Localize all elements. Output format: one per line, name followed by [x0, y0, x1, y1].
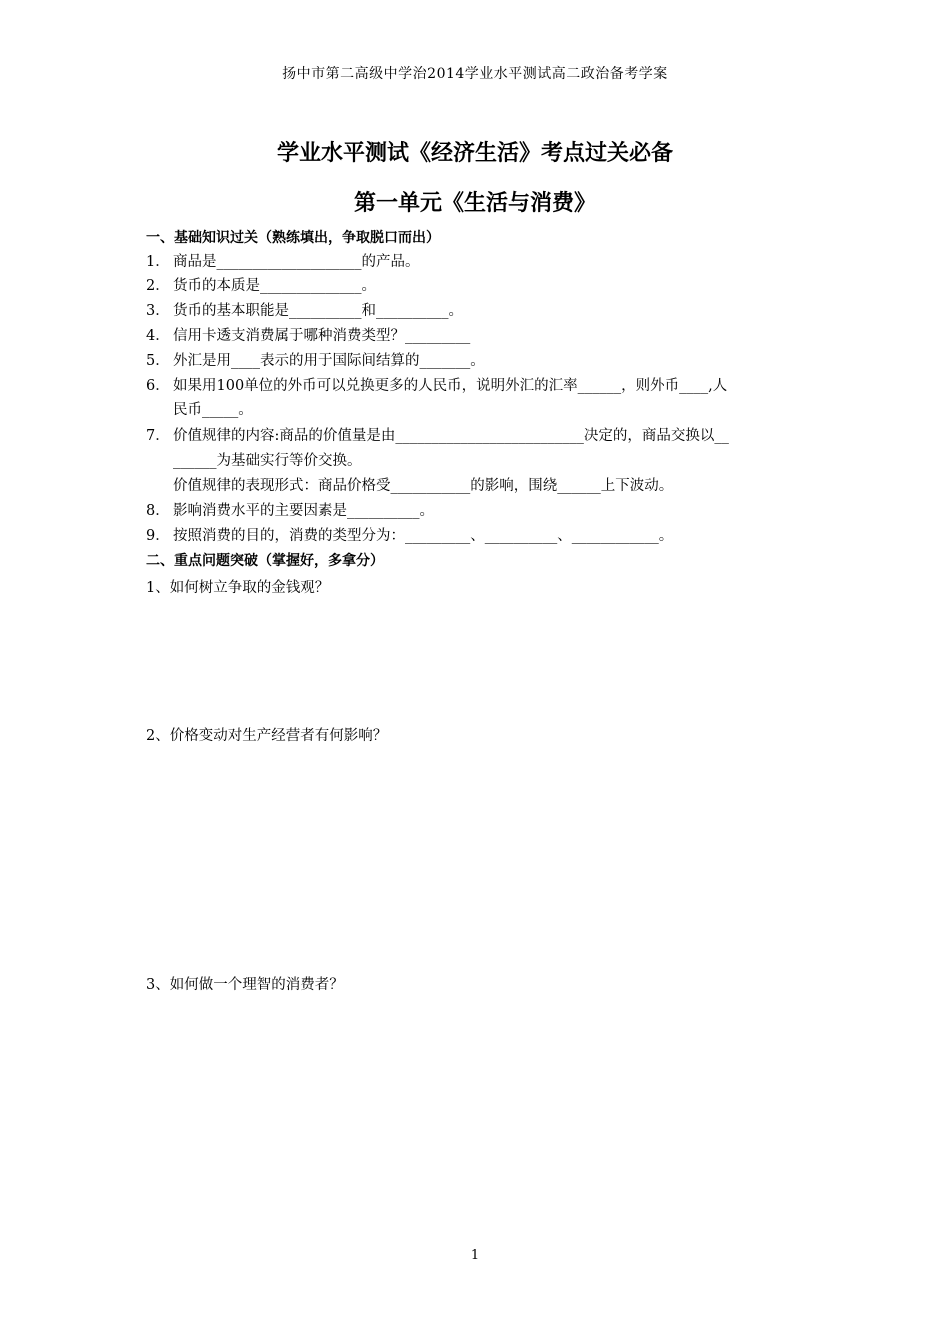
page-header: 扬中市第二高级中学治2014学业水平测试高二政治备考学案: [282, 66, 668, 82]
question-1: 1、如何树立争取的金钱观？: [146, 580, 330, 596]
list-item: [146, 424, 729, 448]
item-number: 6．: [146, 378, 170, 394]
unit-title: 第一单元《生活与消费》: [353, 191, 596, 216]
question-2: 2、价格变动对生产经营者有何影响？: [146, 728, 388, 744]
item-text: 商品是____________________的产品。: [173, 254, 420, 270]
list-item: [146, 324, 470, 348]
item-text: 价值规律的内容:商品的价值量是由__________________________决定的，商品交换以__: [173, 428, 729, 444]
item-number: 3．: [146, 303, 170, 319]
list-item-continuation: 价值规律的表现形式：商品价格受___________的影响，围绕______上下波动。: [173, 478, 674, 494]
item-text: 按照消费的目的，消费的类型分为：_________、__________、____________。: [173, 528, 674, 544]
list-item: [146, 524, 673, 548]
section-heading-basics: 一、基础知识过关（熟练填出，争取脱口而出）: [146, 230, 440, 246]
list-item: [146, 374, 727, 398]
list-item: [146, 349, 485, 373]
list-item: [146, 499, 434, 523]
item-text: 外汇是用____表示的用于国际间结算的_______。: [173, 353, 485, 369]
item-number: 4．: [146, 328, 170, 344]
list-item: [146, 250, 420, 274]
item-text: 影响消费水平的主要因素是__________。: [173, 503, 434, 519]
list-item: [146, 274, 376, 298]
question-3: 3、如何做一个理智的消费者？: [146, 977, 344, 993]
item-number: 1．: [146, 254, 170, 270]
item-number: 7．: [146, 428, 170, 444]
item-text: 货币的基本职能是__________和__________。: [173, 303, 463, 319]
document-title: 学业水平测试《经济生活》考点过关必备: [276, 141, 673, 166]
item-text: 信用卡透支消费属于哪种消费类型？_________: [173, 328, 471, 344]
item-number: 2．: [146, 278, 170, 294]
list-item-continuation: 民币_____。: [173, 402, 253, 418]
list-item: [146, 299, 463, 323]
item-number: 5．: [146, 353, 170, 369]
item-number: 9．: [146, 528, 170, 544]
item-number: 8．: [146, 503, 170, 519]
item-text: 货币的本质是______________。: [173, 278, 376, 294]
section-heading-key-issues: 二、重点问题突破（掌握好，多拿分）: [146, 553, 384, 569]
item-text: 如果用100单位的外币可以兑换更多的人民币，说明外汇的汇率______，则外币____,人: [173, 378, 728, 394]
list-item-continuation: ______为基础实行等价交换。: [173, 453, 362, 469]
page-number: 1: [470, 1248, 480, 1263]
